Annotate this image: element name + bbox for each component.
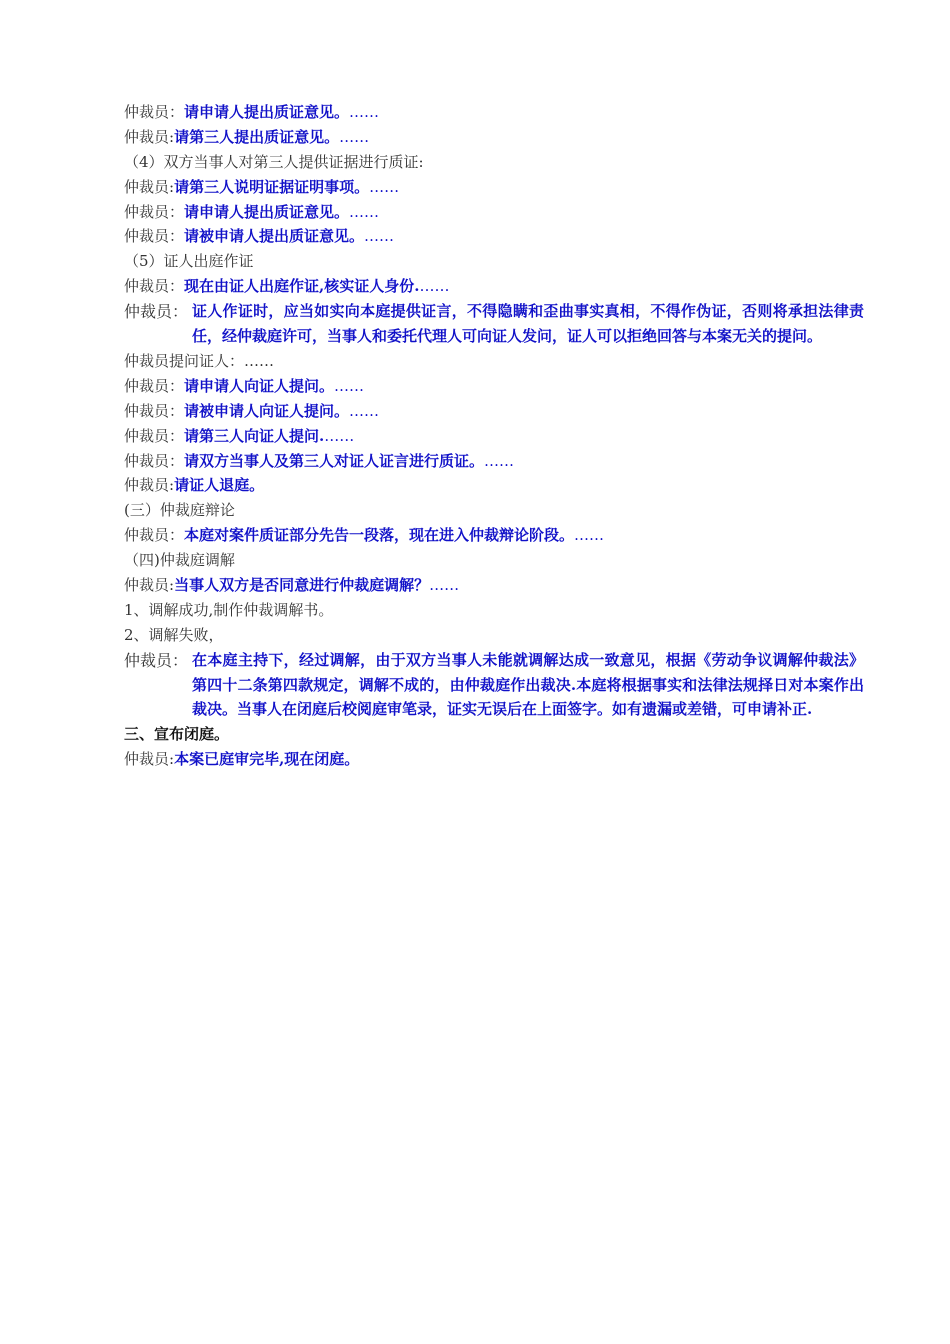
speaker-label: 仲裁员： [124, 103, 185, 121]
ellipsis: …… [419, 277, 450, 296]
statement-text: 当事人双方是否同意进行仲裁庭调解？ [174, 575, 430, 594]
document-body [124, 100, 864, 772]
dialogue-line [124, 374, 864, 399]
statement-text: 请被申请人向证人提问。 [184, 401, 350, 420]
dialogue-line [124, 224, 864, 249]
statement-text: 请申请人向证人提问。 [184, 376, 335, 395]
dialogue-line [124, 573, 864, 598]
speaker-label: 仲裁员： [124, 401, 185, 420]
dialogue-line [124, 449, 864, 474]
dialogue-line [124, 424, 864, 449]
statement-text: 请第三人提出质证意见。 [174, 127, 340, 146]
witness-instruction [124, 299, 864, 349]
speaker-label: 仲裁员： [124, 202, 185, 221]
ellipsis: …… [324, 426, 355, 445]
dialogue-line [124, 100, 864, 125]
ellipsis: …… [429, 575, 460, 594]
ellipsis: …… [339, 127, 370, 146]
ellipsis: …… [349, 202, 380, 221]
statement-text: 本案已庭审完毕,现在闭庭。 [174, 750, 360, 769]
subsection-heading: （4）双方当事人对第三人提供证据进行质证: [124, 152, 424, 171]
subsection-heading: （5）证人出庭作证 [124, 252, 254, 271]
dialogue-line [124, 274, 864, 299]
speaker-label: 仲裁员: [124, 750, 175, 769]
ellipsis: …… [349, 401, 380, 420]
mediation-statement [124, 648, 864, 723]
ellipsis: …… [574, 526, 605, 545]
ellipsis: …… [364, 227, 395, 246]
statement-text: 请证人退庭。 [174, 476, 265, 495]
dialogue-line [124, 125, 864, 150]
dialogue-line [124, 200, 864, 225]
statement-text: 请被申请人提出质证意见。 [184, 227, 365, 246]
statement-text: 请第三人向证人提问. [184, 426, 325, 445]
ellipsis: …… [334, 376, 365, 395]
speaker-label: 仲裁员： [124, 451, 185, 470]
section-heading: (三）仲裁庭辩论 [124, 501, 235, 520]
list-item: 2、调解失败， [124, 625, 224, 644]
speaker-label: 仲裁员： [124, 526, 185, 545]
statement-text: 请申请人提出质证意见。 [184, 202, 350, 221]
dialogue-line [124, 747, 864, 772]
speaker-label: 仲裁员: [124, 127, 175, 146]
statement-paragraph: 证人作证时，应当如实向本庭提供证言，不得隐瞒和歪曲事实真相，不得作伪证，否则将承担法律责任，经仲裁庭许可，当事人和委托代理人可向证人发问，证人可以拒绝回答与本案无关的提问。 [192, 302, 864, 346]
speaker-label: 仲裁员： [124, 376, 185, 395]
dialogue-line [124, 175, 864, 200]
statement-text: 本庭对案件质证部分先告一段落，现在进入仲裁辩论阶段。 [184, 526, 575, 545]
list-item: 1、调解成功,制作仲裁调解书。 [124, 600, 334, 619]
dialogue-line [124, 399, 864, 424]
speaker-label: 仲裁员： [124, 426, 185, 445]
plain-line: 仲裁员提问证人：…… [124, 351, 275, 370]
dialogue-line [124, 473, 864, 498]
statement-paragraph: 在本庭主持下，经过调解，由于双方当事人未能就调解达成一致意见，根据《劳动争议调解仲裁法》第四十二条第四款规定，调解不成的，由仲裁庭作出裁决.本庭将根据事实和法律法规择日对本案作出裁决。当事人在闭庭后校阅庭审笔录，证实无误后在上面签字。如有遗漏或差错，可申请补正. [192, 650, 864, 719]
speaker-label: 仲裁员： [124, 302, 189, 322]
speaker-label: 仲裁员: [124, 476, 175, 495]
dialogue-line [124, 523, 864, 548]
speaker-label: 仲裁员： [124, 277, 185, 296]
speaker-label: 仲裁员： [124, 650, 189, 670]
ellipsis: …… [349, 103, 380, 121]
statement-text: 请申请人提出质证意见。 [184, 103, 350, 121]
statement-text: 现在由证人出庭作证,核实证人身份. [184, 277, 420, 296]
section-heading-close: 三、宣布闭庭。 [124, 725, 230, 744]
statement-text: 请双方当事人及第三人对证人证言进行质证。 [184, 451, 485, 470]
speaker-label: 仲裁员: [124, 575, 175, 594]
section-heading: （四)仲裁庭调解 [124, 551, 235, 570]
speaker-label: 仲裁员： [124, 227, 185, 246]
statement-text: 请第三人说明证据证明事项。 [174, 177, 370, 196]
speaker-label: 仲裁员: [124, 177, 175, 196]
ellipsis: …… [484, 451, 515, 470]
ellipsis: …… [369, 177, 400, 196]
